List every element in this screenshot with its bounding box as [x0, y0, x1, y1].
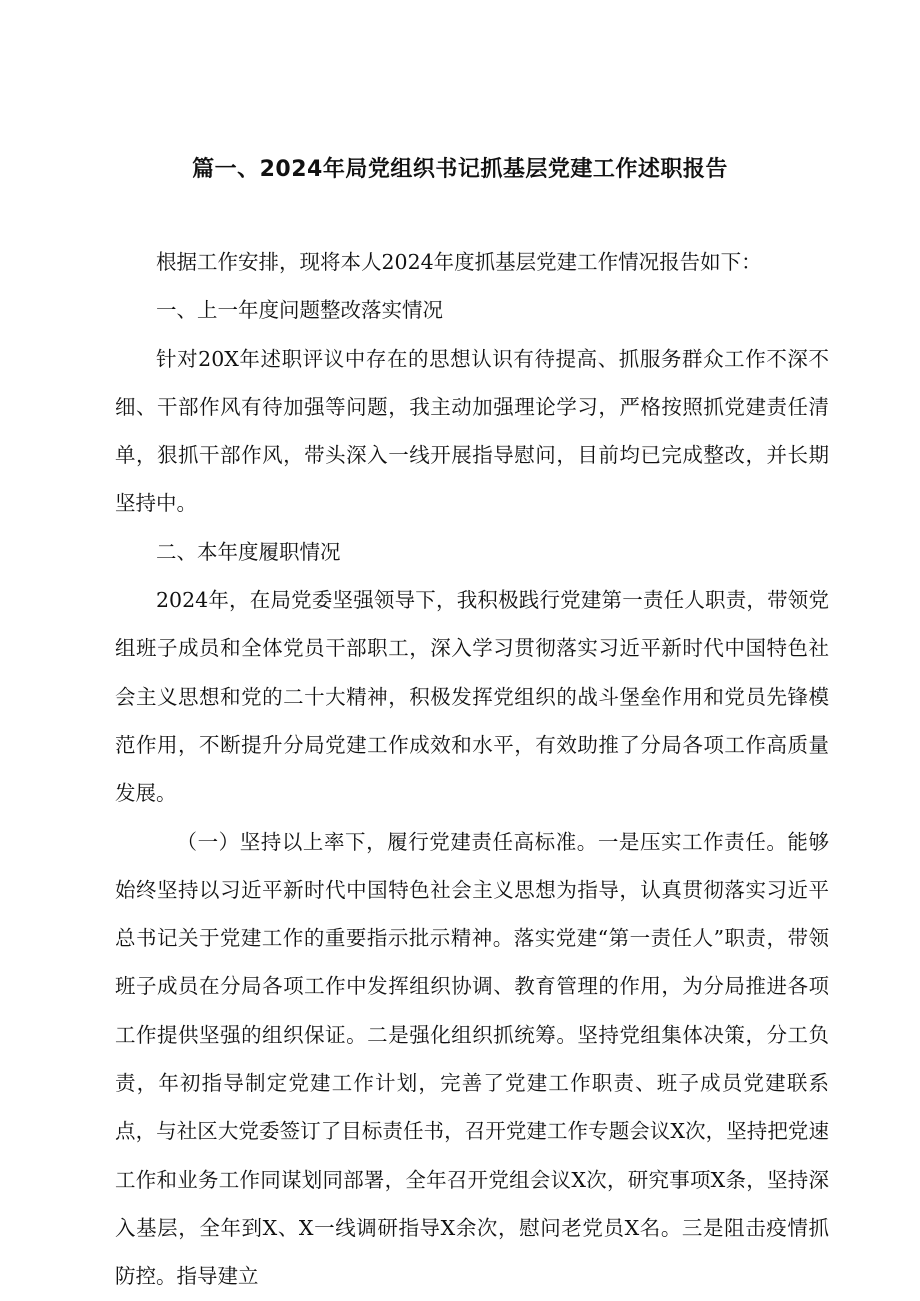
subsection-paragraph-1: （一）坚持以上率下，履行党建责任高标准。一是压实工作责任。能够始终坚持以习近平新时代中国特色社会主义思想为指导，认真贯彻落实习近平总书记关于党建工作的重要指示批示精神。落实党建“第一责任人”职责，带领班子成员在分局各项工作中发挥组织协调、教育管理的作用，为分局推进各项工作提供坚强的组织保证。二是强化组织抓统筹。坚持党组集体决策，分工负责，年初指导制定党建工作计划，完善了党建工作职责、班子成员党建联系点，与社区大党委签订了目标责任书，召开党建工作专题会议X次，坚持把党速工作和业务工作同谋划同部署，全年召开党组会议X次，研究事项X条，坚持深入基层，全年到X、X一线调研指导X余次，慰问老党员X名。三是阻击疫情抓防控。指导建立: [115, 829, 829, 1289]
section2-paragraph: 2024年，在局党委坚强领导下，我积极践行党建第一责任人职责，带领党组班子成员和全体党员干部职工，深入学习贯彻落实习近平新时代中国特色社会主义思想和党的二十大精神，积极发挥党组织的战斗堡垒作用和党员先锋模范作用，不断提升分局党建工作成效和水平，有效助推了分局各项工作高质量发展。: [115, 588, 829, 806]
intro-paragraph: 根据工作安排，现将本人2024年度抓基层党建工作情况报告如下：: [156, 250, 762, 274]
document-title: 篇一、2024年局党组织书记抓基层党建工作述职报告: [192, 157, 728, 182]
section1-paragraph: 针对20X年述职评议中存在的思想认识有待提高、抓服务群众工作不深不细、干部作风有待加强等问题，我主动加强理论学习，严格按照抓党建责任清单，狠抓干部作风，带头深入一线开展指导慰问，目前均已完成整改，并长期坚持中。: [115, 346, 829, 516]
section-heading-1: 一、上一年度问题整改落实情况: [156, 298, 443, 323]
document-body: [115, 238, 829, 1301]
section-heading-2: 二、本年度履职情况: [156, 539, 341, 564]
